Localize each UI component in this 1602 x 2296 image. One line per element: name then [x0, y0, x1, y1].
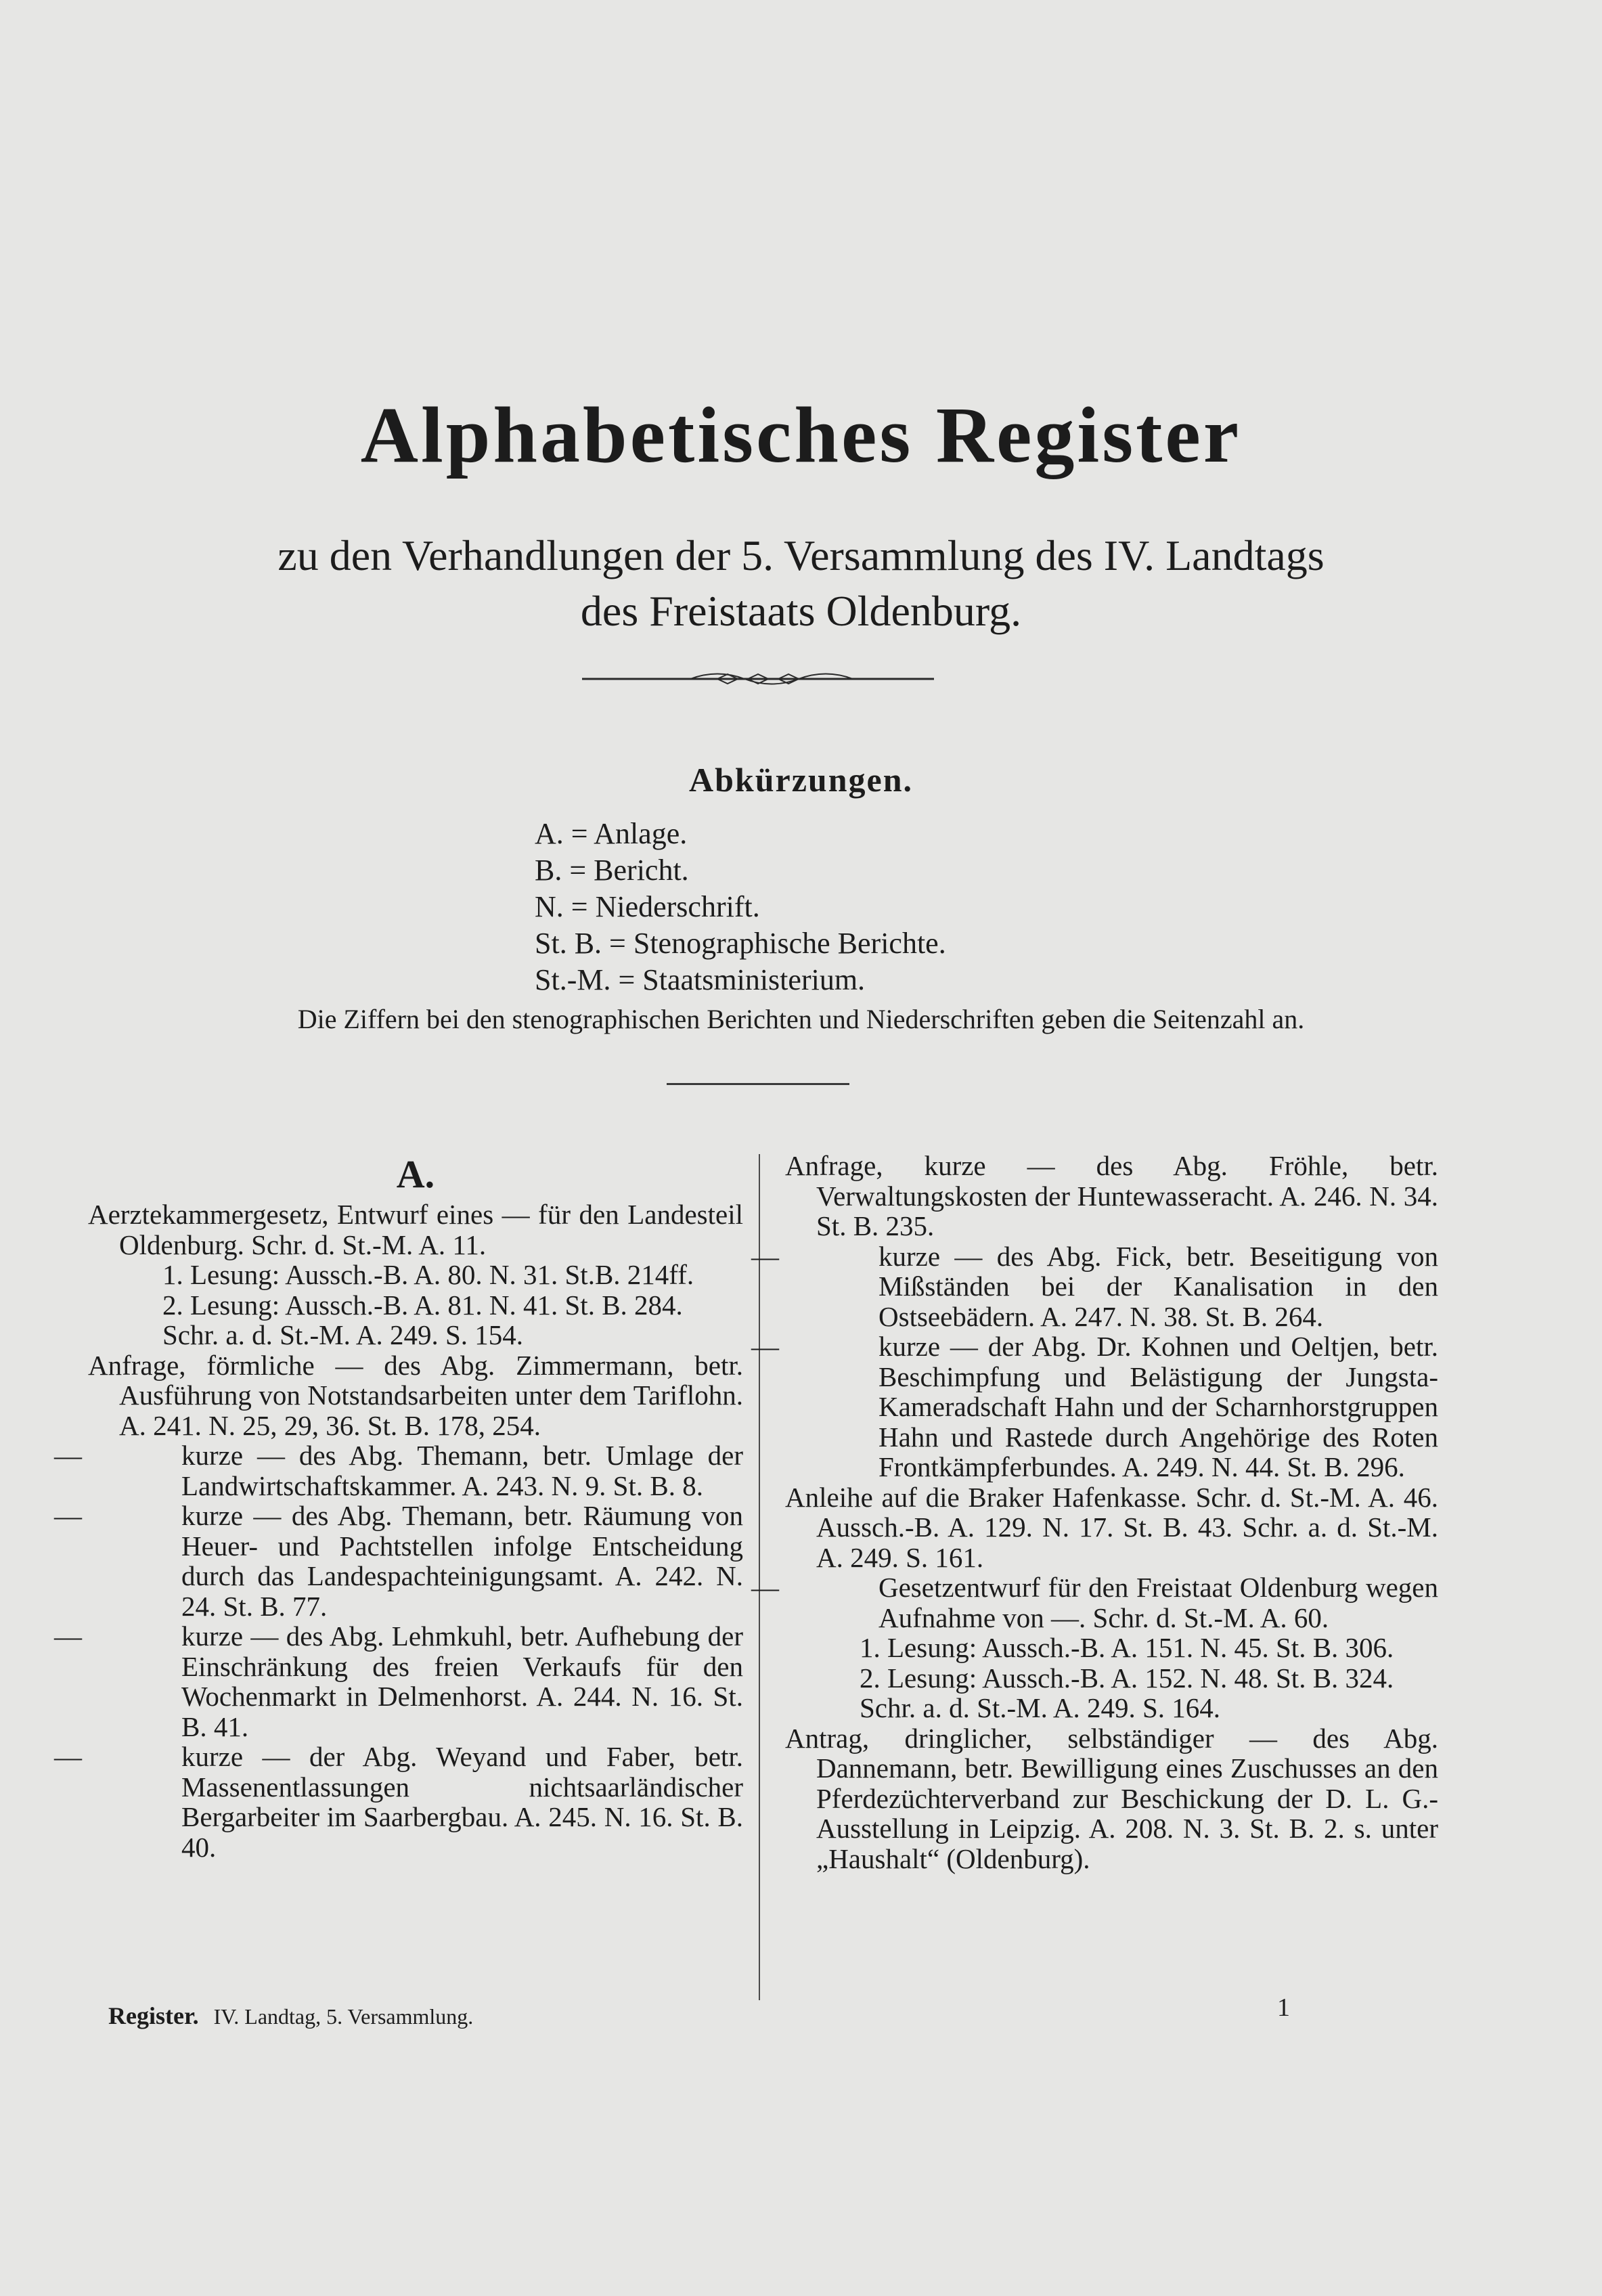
register-subentry [54, 1500, 743, 1622]
ornament-divider-icon [582, 669, 934, 689]
subentry-text: kurze — des Abg. Themann, betr. Räumung von Heuer- und Pachtstellen infolge Entscheidung durch das Landespachteinigungsamt. A. 242. N. 24. St. B. 77. [181, 1500, 743, 1622]
register-subentry [54, 1741, 743, 1863]
subentry-text: Gesetzentwurf für den Freistaat Oldenburg wegen Aufnahme von —. Schr. d. St.-M. A. 60. [878, 1572, 1438, 1633]
section-divider [667, 1083, 849, 1085]
register-subentry [751, 1240, 1438, 1332]
register-entry: Anfrage, kurze — des Abg. Fröhle, betr. Verwaltungskosten der Huntewasseracht. A. 246. N. 34. St. B. 235. [785, 1150, 1438, 1241]
reading-line: 1. Lesung: Aussch.-B. A. 151. N. 45. St. B. 306. [860, 1632, 1394, 1663]
register-subentry [751, 1331, 1438, 1482]
subtitle [0, 528, 1602, 639]
subtitle-line-1: zu den Verhandlungen der 5. Versammlung des IV. Landtags [277, 531, 1325, 579]
reading-line: Schr. a. d. St.-M. A. 249. S. 164. [860, 1692, 1221, 1723]
page-title: Alphabetisches Register [360, 391, 1242, 479]
abbreviation-item: St. B. = Stenographische Berichte. [535, 927, 946, 960]
subentry-text: kurze — der Abg. Weyand und Faber, betr. Massenentlassungen nichtsaarländischer Bergarbeiter im Saarbergbau. A. 245. N. 16. St. B. 40. [181, 1741, 743, 1863]
dash-marker: — [54, 1440, 82, 1471]
abbreviations-list [535, 816, 946, 998]
register-subentry [54, 1440, 743, 1501]
register-subentry [54, 1620, 743, 1742]
register-entry: Aerztekammergesetz, Entwurf eines — für den Landesteil Oldenburg. Schr. d. St.-M. A. 11. [88, 1199, 743, 1260]
footer-text: IV. Landtag, 5. Versammlung. [213, 2004, 474, 2029]
subentry-text: kurze — der Abg. Dr. Kohnen und Oeltjen, betr. Beschimpfung und Belästigung der Jungsta-Kameradschaft Hahn und der Scharnhorstgruppen Hahn und Rastede durch Angehörige des Roten Frontkämpferbundes. A. 249. N. 44. St. B. 296. [878, 1331, 1438, 1482]
abbreviations-heading: Abkürzungen. [688, 761, 914, 799]
register-entry: Anleihe auf die Braker Hafenkasse. Schr. d. St.-M. A. 46. Aussch.-B. A. 129. N. 17. St. B. 43. Schr. a. d. St.-M. A. 249. S. 161. [785, 1481, 1438, 1573]
page-footer [108, 2002, 473, 2030]
reading-line: Schr. a. d. St.-M. A. 249. S. 154. [162, 1319, 524, 1350]
dash-marker: — [54, 1500, 82, 1531]
abbreviation-item: St.-M. = Staatsministerium. [535, 963, 866, 996]
dash-marker: — [751, 1331, 779, 1362]
register-entry: Anfrage, förmliche — des Abg. Zimmermann, betr. Ausführung von Notstandsarbeiten unter dem Tariflohn. A. 241. N. 25, 29, 36. St. B. 178, 254. [88, 1349, 743, 1441]
dash-marker: — [751, 1572, 779, 1603]
reading-line: 2. Lesung: Aussch.-B. A. 81. N. 41. St. B. 284. [162, 1289, 683, 1321]
dash-marker: — [751, 1240, 779, 1272]
right-column [751, 1150, 1438, 1874]
footer-label: Register. [108, 2002, 199, 2029]
page-number: 1 [1277, 1993, 1290, 2022]
subentry-text: kurze — des Abg. Fick, betr. Beseitigung von Mißständen bei der Kanalisation in den Ostseebädern. A. 247. N. 38. St. B. 264. [878, 1240, 1438, 1332]
abbreviation-item: A. = Anlage. [535, 817, 688, 850]
subentry-text: kurze — des Abg. Themann, betr. Umlage der Landwirtschaftskammer. A. 243. N. 9. St. B. 8. [181, 1440, 743, 1501]
abbreviation-item: B. = Bericht. [535, 854, 689, 887]
register-entry: Antrag, dringlicher, selbständiger — des Abg. Dannemann, betr. Bewilligung eines Zuschusses an den Pferdezüchterverband zur Beschickung der D. L. G.-Ausstellung in Leipzig. A. 208. N. 3. St. B. 2. s. unter „Haushalt“ (Oldenburg). [785, 1722, 1438, 1874]
abbreviation-item: N. = Niederschrift. [535, 890, 760, 923]
section-letter: A. [396, 1152, 435, 1196]
reading-line: 2. Lesung: Aussch.-B. A. 152. N. 48. St. B. 324. [860, 1662, 1394, 1694]
dash-marker: — [54, 1620, 82, 1652]
abbreviations-note: Die Ziffern bei den stenographischen Berichten und Niederschriften geben die Seitenzahl an. [297, 1004, 1305, 1034]
dash-marker: — [54, 1741, 82, 1772]
left-column [54, 1151, 743, 1863]
subentry-text: kurze — des Abg. Lehmkuhl, betr. Aufhebung der Einschränkung des freien Verkaufs für den Wochenmarkt in Delmenhorst. A. 244. N. 16. St. B. 41. [181, 1620, 743, 1742]
reading-line: 1. Lesung: Aussch.-B. A. 80. N. 31. St.B. 214ff. [162, 1259, 694, 1290]
register-subentry [751, 1572, 1438, 1633]
subtitle-line-2: des Freistaats Oldenburg. [580, 587, 1022, 635]
